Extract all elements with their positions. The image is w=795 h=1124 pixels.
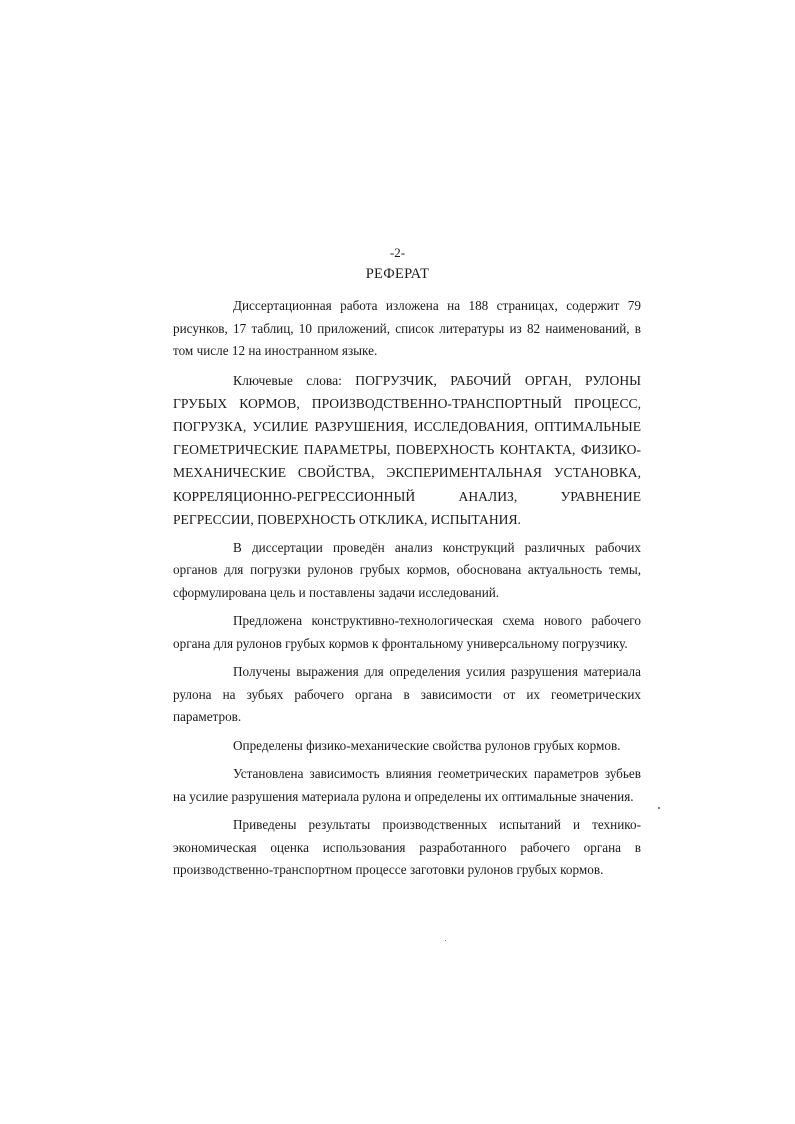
paragraph-analysis: В диссертации проведён анализ конструкций различных рабочих органов для погрузки рулонов грубых кормов, обоснована актуальность темы, сформулирована цель и поставлены задачи исследований. [173, 539, 641, 600]
paragraph-expressions: Получены выражения для определения усилия разрушения материала рулона на зубьях рабочего органа в зависимости от их геометрических параметров. [173, 664, 641, 725]
page-number: -2- [389, 245, 406, 260]
scan-speck [445, 940, 446, 941]
document-title: РЕФЕРАТ [365, 266, 430, 282]
paragraph-results: Приведены результаты производственных испытаний и технико-экономическая оценка использования разработанного рабочего органа в производственно-транспортном процессе заготовки рулонов грубых кормов. [173, 817, 641, 878]
paragraph-dependence: Установлена зависимость влияния геометрических параметров зубьев на усилие разрушения материала рулона и определены их оптимальные значения. [173, 766, 641, 804]
abstract-body [173, 295, 641, 888]
paragraph-scheme: Предложена конструктивно-технологическая схема нового рабочего органа для рулонов грубых кормов к фронтальному универсальному погрузчику. [173, 613, 641, 651]
paragraph-volume: Диссертационная работа изложена на 188 страницах, содержит 79 рисунков, 17 таблиц, 10 приложений, список литературы из 82 наименований, в том числе 12 на иностранном языке. [173, 298, 641, 358]
paragraph-keywords: Ключевые слова: ПОГРУЗЧИК, РАБОЧИЙ ОРГАН, РУЛОНЫ ГРУБЫХ КОРМОВ, ПРОИЗВОДСТВЕННО-ТРАНСПОРТНЫЙ ПРОЦЕСС, ПОГРУЗКА, УСИЛИЕ РАЗРУШЕНИЯ, ИССЛЕДОВАНИЯ, ОПТИМАЛЬНЫЕ ГЕОМЕТРИЧЕСКИЕ ПАРАМЕТРЫ, ПОВЕРХНОСТЬ КОНТАКТА, ФИЗИКО-МЕХАНИЧЕСКИЕ СВОЙСТВА, ЭКСПЕРИМЕНТАЛЬНАЯ УСТАНОВКА, КОРРЕЛЯЦИОННО-РЕГРЕССИОННЫЙ АНАЛИЗ, УРАВНЕНИЕ РЕГРЕССИИ, ПОВЕРХНОСТЬ ОТКЛИКА, ИСПЫТАНИЯ. [173, 372, 641, 527]
paragraph-properties: Определены физико-механические свойства рулонов грубых кормов. [233, 737, 621, 753]
scan-speck [658, 807, 660, 809]
